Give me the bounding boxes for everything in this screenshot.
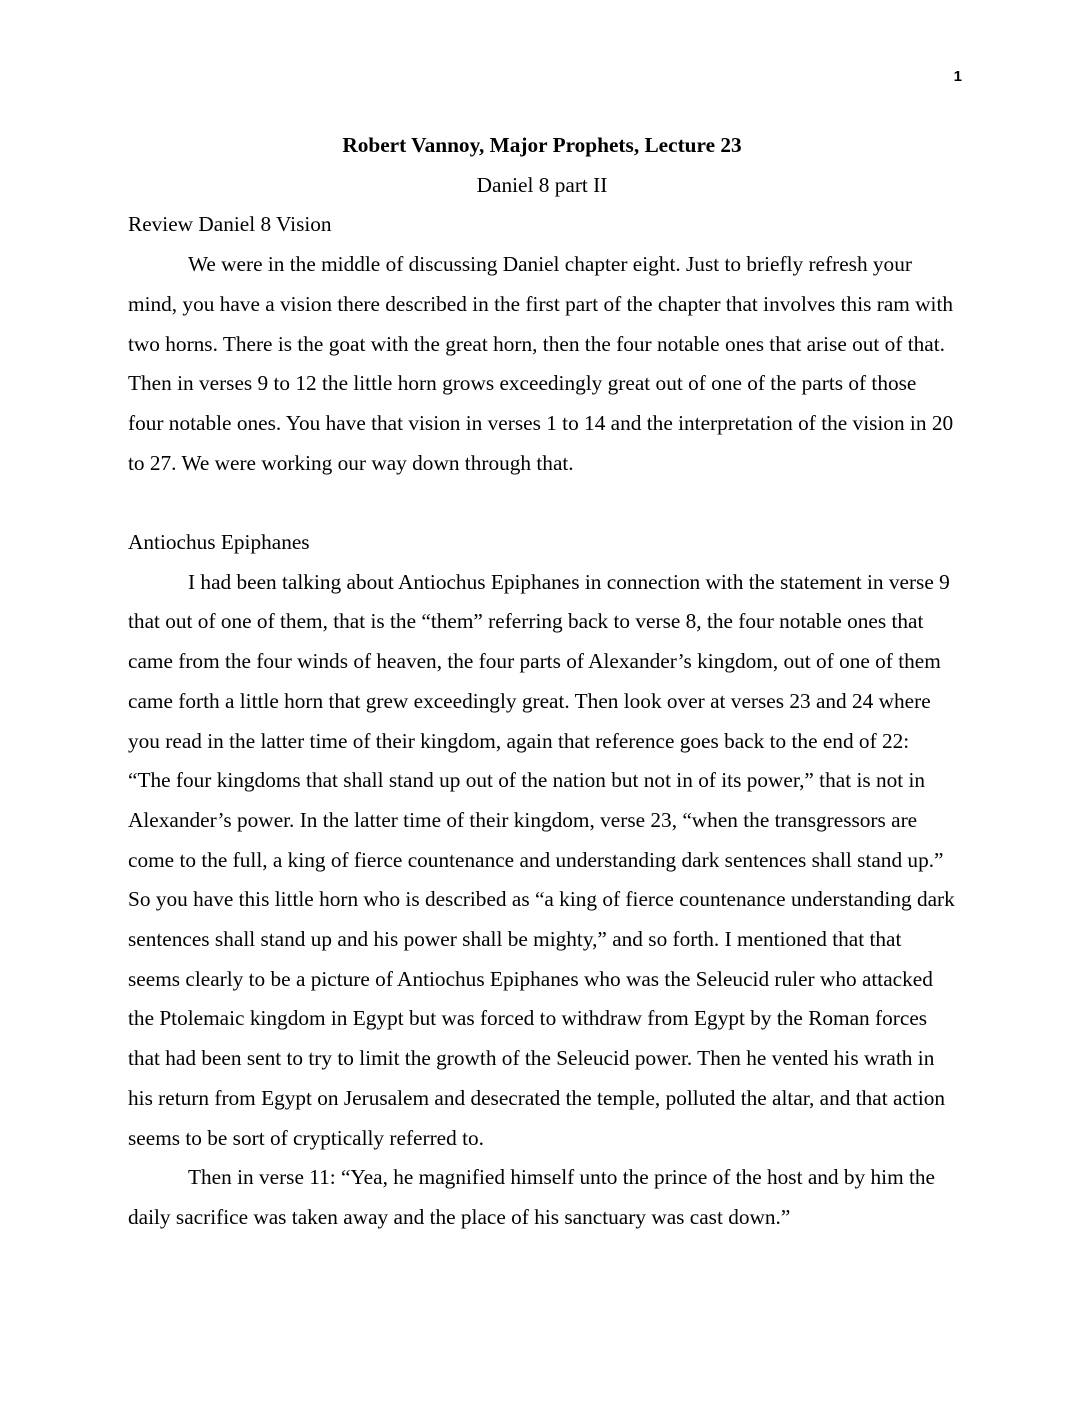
section-spacer (128, 483, 956, 523)
paragraph: Then in verse 11: “Yea, he magnified himself unto the prince of the host and by him the daily sacrifice was taken away and the place of his sanctuary was cast down.” (128, 1165, 935, 1229)
paragraph: I had been talking about Antiochus Epiphanes in connection with the statement in verse 9 that out of one of them, that is the “them” referring back to verse 8, the four notable ones that came from the four winds of heaven, the four parts of Alexander’s kingdom, out of one of them came forth a little horn that grew exceedingly great. Then look over at verses 23 and 24 where you read in the latter time of their kingdom, again that reference goes back to the end of 22: “The four kingdoms that shall stand up out of the nation but not in of its power,” that is not in Alexander’s power. In the latter time of their kingdom, verse 23, “when the transgressors are come to the full, a king of fierce countenance and understanding dark sentences shall stand up.” So you have this little horn who is described as “a king of fierce countenance understanding dark sentences shall stand up and his power shall be mighty,” and so forth. I mentioned that that seems clearly to be a picture of Antiochus Epiphanes who was the Seleucid ruler who attacked the Ptolemaic kingdom in Egypt but was forced to withdraw from Egypt by the Roman forces that had been sent to try to limit the growth of the Seleucid power. Then he vented his wrath in his return from Egypt on Jerusalem and desecrated the temple, polluted the altar, and that action seems to be sort of cryptically referred to. (128, 569, 955, 1150)
paragraph: We were in the middle of discussing Daniel chapter eight. Just to briefly refresh your mind, you have a vision there described in the first part of the chapter that involves this ram with two horns. There is the goat with the great horn, then the four notable ones that arise out of that. Then in verses 9 to 12 the little horn grows exceedingly great out of one of the parts of those four notable ones. You have that vision in verses 1 to 14 and the interpretation of the vision in 20 to 27. We were working our way down through that. (128, 252, 954, 475)
document-subtitle: Daniel 8 part II (476, 172, 608, 197)
section-antiochus (128, 523, 956, 1238)
section-heading: Antiochus Epiphanes (128, 530, 310, 555)
document-title: Robert Vannoy, Major Prophets, Lecture 23 (342, 133, 742, 157)
section-review (128, 205, 956, 483)
document-body (128, 126, 956, 1238)
section-heading: Review Daniel 8 Vision (128, 212, 332, 237)
page-number: 1 (953, 68, 962, 85)
